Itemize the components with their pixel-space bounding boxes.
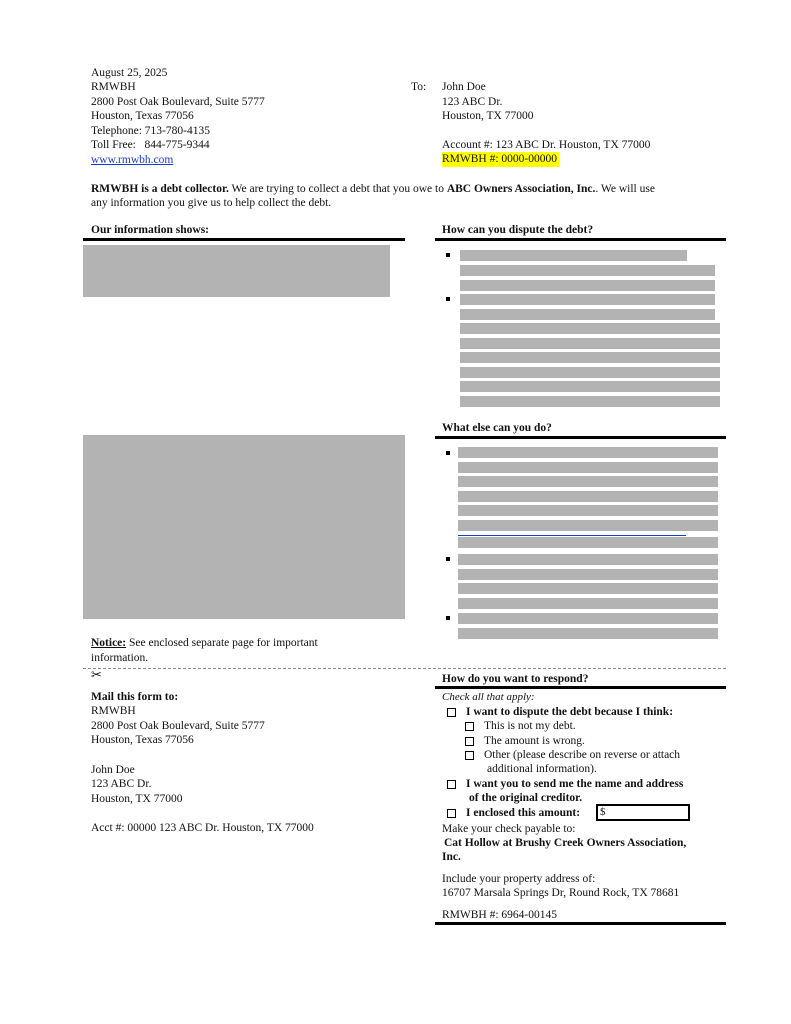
bullet-icon xyxy=(446,253,450,257)
notice-label: Notice: xyxy=(91,637,127,649)
amount-input[interactable] xyxy=(596,804,690,821)
redacted-line xyxy=(458,569,718,580)
redacted-line xyxy=(460,309,715,320)
rmwbh-number-highlight xyxy=(442,152,559,167)
redacted-line xyxy=(458,462,718,473)
sender-tollfree xyxy=(91,138,210,153)
redacted-line xyxy=(458,598,718,609)
enclosed-amount-label: I enclosed this amount: xyxy=(466,807,581,819)
not-my-debt-checkbox[interactable] xyxy=(465,722,474,731)
enclosed-amount-option[interactable] xyxy=(447,806,580,821)
redacted-line xyxy=(458,447,718,458)
recipient-address-line2: Houston, TX 77000 xyxy=(442,110,534,122)
redacted-link-underline xyxy=(458,533,686,536)
amount-wrong-label: The amount is wrong. xyxy=(484,735,585,747)
not-my-debt-option[interactable] xyxy=(465,719,576,734)
redacted-block-2 xyxy=(83,435,405,619)
redacted-line xyxy=(460,280,715,291)
dispute-checkbox[interactable] xyxy=(447,708,456,717)
intro-text1: We are trying to collect a debt that you owe to xyxy=(228,183,447,195)
rmwbh-reference: RMWBH #: 6964-00145 xyxy=(442,909,557,921)
redacted-line xyxy=(460,265,715,276)
amount-wrong-checkbox[interactable] xyxy=(465,737,474,746)
name-address-option[interactable] xyxy=(447,777,683,792)
respond-heading: How do you want to respond? xyxy=(442,673,589,685)
sender-address-line2: Houston, Texas 77056 xyxy=(91,110,194,122)
amount-wrong-option[interactable] xyxy=(465,734,585,749)
redacted-line xyxy=(458,476,718,487)
sender-address-line1: 2800 Post Oak Boulevard, Suite 5777 xyxy=(91,96,265,108)
mail-form-name: RMWBH xyxy=(91,705,136,717)
bullet-icon xyxy=(446,557,450,561)
respond-rule xyxy=(435,686,726,689)
redacted-line xyxy=(460,323,720,334)
rmwbh-label: RMWBH #: xyxy=(442,153,499,165)
redacted-line xyxy=(460,367,720,378)
scissors-icon: ✂ xyxy=(91,668,102,683)
payable-instruction: Make your check payable to: xyxy=(442,823,576,835)
dispute-heading: How can you dispute the debt? xyxy=(442,224,594,236)
sender-website-link[interactable]: www.rmwbh.com xyxy=(91,154,174,166)
dispute-rule xyxy=(435,238,726,241)
property-address: 16707 Marsala Springs Dr, Round Rock, TX 78681 xyxy=(442,887,680,899)
other-option[interactable] xyxy=(465,748,680,763)
recipient-address-line1: 123 ABC Dr. xyxy=(442,96,503,108)
redacted-line xyxy=(458,613,718,624)
intro-line2: any information you give us to help collect the debt. xyxy=(91,197,332,209)
other-label-line2: additional information). xyxy=(487,763,597,775)
acct-value: 00000 123 ABC Dr. Houston, TX 77000 xyxy=(127,822,314,834)
debtor-address2: Houston, TX 77000 xyxy=(91,793,183,805)
cut-line xyxy=(83,668,726,669)
redacted-line xyxy=(460,381,720,392)
include-address-instruction: Include your property address of: xyxy=(442,873,596,885)
dispute-option-label: I want to dispute the debt because I think: xyxy=(466,706,674,718)
respond-bottom-rule xyxy=(435,922,726,925)
payee-name-line1: Cat Hollow at Brushy Creek Owners Association, xyxy=(444,837,687,849)
redacted-line xyxy=(458,520,718,531)
redacted-line xyxy=(460,396,720,407)
letter-date: August 25, 2025 xyxy=(91,67,168,79)
redacted-line xyxy=(458,554,718,565)
redacted-line xyxy=(460,352,720,363)
redacted-line xyxy=(460,294,715,305)
account-label: Account #: xyxy=(442,139,493,151)
other-checkbox[interactable] xyxy=(465,751,474,760)
account-value: 123 ABC Dr. Houston, TX 77000 xyxy=(495,139,651,151)
redacted-line xyxy=(458,537,718,548)
bullet-icon xyxy=(446,451,450,455)
name-address-checkbox[interactable] xyxy=(447,780,456,789)
intro-line1 xyxy=(91,182,655,197)
not-my-debt-label: This is not my debt. xyxy=(484,720,576,732)
mail-form-title: Mail this form to: xyxy=(91,691,179,703)
debtor-address1: 123 ABC Dr. xyxy=(91,778,152,790)
to-label: To: xyxy=(411,81,427,93)
notice-line1 xyxy=(91,636,318,651)
sender-telephone: Telephone: 713-780-4135 xyxy=(91,125,210,137)
our-info-heading: Our information shows: xyxy=(91,224,209,236)
dispute-option[interactable] xyxy=(447,705,673,720)
tollfree-label: Toll Free: xyxy=(91,139,136,151)
acct-number xyxy=(91,821,314,836)
creditor-name: ABC Owners Association, Inc. xyxy=(446,183,596,195)
tollfree-number: 844-775-9344 xyxy=(144,139,210,151)
dollar-sign: $ xyxy=(600,806,606,818)
redacted-line xyxy=(458,491,718,502)
our-info-rule xyxy=(83,238,405,241)
account-number xyxy=(442,138,650,153)
redacted-line xyxy=(458,583,718,594)
acct-label: Acct #: xyxy=(91,822,125,834)
sender-name: RMWBH xyxy=(91,81,136,93)
intro-text2: . We will use xyxy=(595,183,655,195)
rmwbh-value: 0000-00000 xyxy=(501,153,558,165)
check-all-instruction: Check all that apply: xyxy=(442,691,535,703)
redacted-line xyxy=(460,250,687,261)
notice-text1: See enclosed separate page for important xyxy=(126,637,318,649)
mail-form-address1: 2800 Post Oak Boulevard, Suite 5777 xyxy=(91,720,265,732)
other-label-line1: Other (please describe on reverse or attach xyxy=(484,749,681,761)
mail-form-address2: Houston, Texas 77056 xyxy=(91,734,194,746)
debtor-name: John Doe xyxy=(91,764,135,776)
redacted-line xyxy=(460,338,720,349)
bullet-icon xyxy=(446,616,450,620)
recipient-name: John Doe xyxy=(442,81,486,93)
bullet-icon xyxy=(446,297,450,301)
what-else-heading: What else can you do? xyxy=(442,422,552,434)
enclosed-amount-checkbox[interactable] xyxy=(447,809,456,818)
name-address-label-line1: I want you to send me the name and address xyxy=(466,778,684,790)
payee-name-line2: Inc. xyxy=(442,851,461,863)
redacted-line xyxy=(458,628,718,639)
redacted-line xyxy=(458,505,718,516)
name-address-label-line2: of the original creditor. xyxy=(469,792,583,804)
debt-collector-statement: RMWBH is a debt collector. xyxy=(91,183,229,195)
what-else-rule xyxy=(435,436,726,439)
redacted-block-1 xyxy=(83,245,390,297)
notice-line2: information. xyxy=(91,652,149,664)
